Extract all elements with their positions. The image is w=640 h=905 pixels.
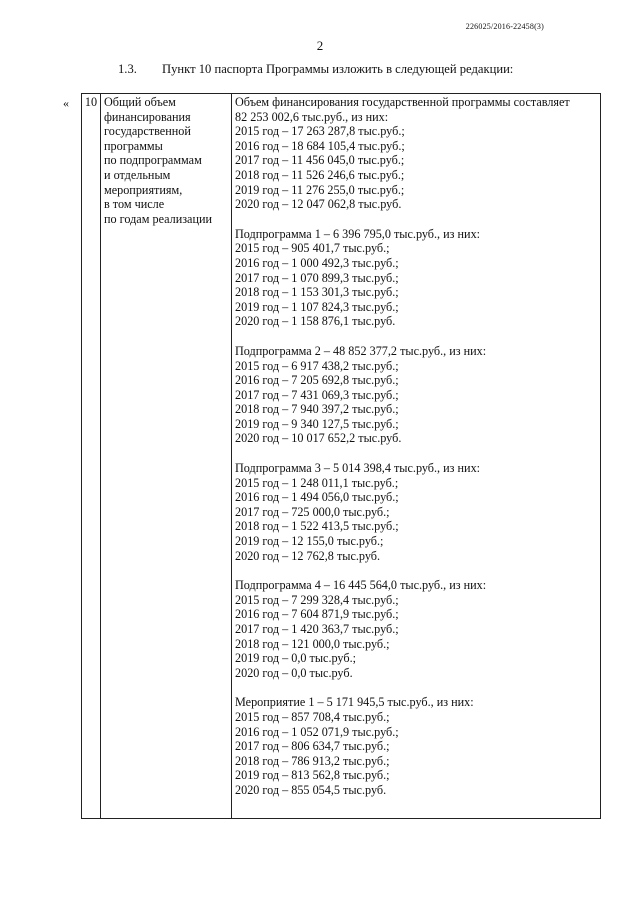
- funding-year-line: 2015 год – 17 263 287,8 тыс.руб.;: [235, 124, 405, 139]
- label-line: в том числе: [104, 197, 165, 212]
- opening-quote-mark: «: [63, 96, 69, 110]
- funding-block: [235, 95, 597, 212]
- label-line: финансирования: [104, 109, 191, 124]
- funding-block: [235, 344, 597, 446]
- funding-year-line: 2016 год – 7 604 871,9 тыс.руб.;: [235, 607, 399, 622]
- funding-year-line: 2016 год – 7 205 692,8 тыс.руб.;: [235, 373, 399, 388]
- funding-year-line: 2020 год – 12 762,8 тыс.руб.: [235, 548, 381, 563]
- funding-year-line: 2016 год – 1 052 071,9 тыс.руб.;: [235, 724, 399, 739]
- funding-year-line: 2015 год – 857 708,4 тыс.руб.;: [235, 709, 390, 724]
- funding-block-heading: Мероприятие 1 – 5 171 945,5 тыс.руб., из них:: [235, 695, 474, 710]
- funding-block: [235, 461, 597, 563]
- funding-year-line: 2017 год – 7 431 069,3 тыс.руб.;: [235, 387, 399, 402]
- funding-block-heading: Подпрограмма 4 – 16 445 564,0 тыс.руб., из них:: [235, 578, 487, 593]
- funding-year-line: 2019 год – 1 107 824,3 тыс.руб.;: [235, 299, 399, 314]
- label-cell: [101, 94, 232, 819]
- row-number-cell: 10: [82, 94, 101, 819]
- funding-year-line: 2020 год – 0,0 тыс.руб.: [235, 665, 353, 680]
- funding-year-line: 2015 год – 905 401,7 тыс.руб.;: [235, 241, 390, 256]
- funding-year-line: 2017 год – 1 420 363,7 тыс.руб.;: [235, 622, 399, 636]
- funding-year-line: 82 253 002,6 тыс.руб., из них:: [235, 109, 389, 124]
- label-line: по подпрограммам: [104, 153, 202, 168]
- funding-year-line: 2020 год – 10 017 652,2 тыс.руб.: [235, 431, 402, 446]
- label-line: Общий объем: [104, 95, 176, 109]
- funding-year-line: 2016 год – 1 494 056,0 тыс.руб.;: [235, 490, 399, 505]
- funding-year-line: 2016 год – 1 000 492,3 тыс.руб.;: [235, 255, 399, 270]
- funding-block-heading: Подпрограмма 1 – 6 396 795,0 тыс.руб., из них:: [235, 226, 481, 241]
- funding-block: [235, 227, 597, 329]
- funding-year-line: 2015 год – 1 248 011,1 тыс.руб.;: [235, 475, 399, 490]
- funding-block-heading: Подпрограмма 3 – 5 014 398,4 тыс.руб., из них:: [235, 461, 481, 476]
- label-line: и отдельным: [104, 167, 171, 182]
- funding-year-line: 2018 год – 1 522 413,5 тыс.руб.;: [235, 519, 399, 534]
- content-cell: [232, 94, 601, 819]
- funding-year-line: 2019 год – 813 562,8 тыс.руб.;: [235, 768, 390, 783]
- funding-block: [235, 578, 597, 680]
- table-row: [82, 94, 601, 819]
- funding-blocks: [235, 95, 597, 798]
- funding-block-heading: Объем финансирования государственной программы составляет: [235, 95, 570, 109]
- label-lines: [104, 95, 228, 226]
- label-line: мероприятиям,: [104, 182, 183, 197]
- funding-year-line: 2018 год – 121 000,0 тыс.руб.;: [235, 636, 390, 651]
- funding-year-line: 2018 год – 7 940 397,2 тыс.руб.;: [235, 402, 399, 417]
- funding-year-line: 2020 год – 1 158 876,1 тыс.руб.: [235, 314, 396, 329]
- page-number: 2: [316, 38, 324, 53]
- funding-year-line: 2017 год – 1 070 899,3 тыс.руб.;: [235, 270, 399, 285]
- intro-number: 1.3.: [118, 62, 137, 76]
- funding-block-heading: Подпрограмма 2 – 48 852 377,2 тыс.руб., из них:: [235, 343, 487, 358]
- funding-year-line: 2018 год – 786 913,2 тыс.руб.;: [235, 753, 390, 768]
- funding-year-line: 2015 год – 7 299 328,4 тыс.руб.;: [235, 592, 399, 607]
- funding-year-line: 2019 год – 9 340 127,5 тыс.руб.;: [235, 416, 399, 431]
- funding-year-line: 2016 год – 18 684 105,4 тыс.руб.;: [235, 138, 405, 153]
- funding-year-line: 2019 год – 0,0 тыс.руб.;: [235, 651, 356, 666]
- funding-year-line: 2020 год – 12 047 062,8 тыс.руб.: [235, 197, 402, 212]
- label-line: государственной: [104, 124, 191, 139]
- label-line: программы: [104, 138, 163, 153]
- funding-year-line: 2017 год – 806 634,7 тыс.руб.;: [235, 739, 390, 754]
- document-id: 226025/2016-22458(3): [465, 22, 544, 31]
- label-line: по годам реализации: [104, 211, 213, 226]
- funding-year-line: 2019 год – 12 155,0 тыс.руб.;: [235, 534, 384, 549]
- funding-year-line: 2018 год – 1 153 301,3 тыс.руб.;: [235, 285, 399, 300]
- intro-paragraph: [118, 62, 513, 77]
- funding-year-line: 2020 год – 855 054,5 тыс.руб.: [235, 782, 387, 797]
- intro-text: Пункт 10 паспорта Программы изложить в следующей редакции:: [162, 62, 514, 76]
- funding-year-line: 2015 год – 6 917 438,2 тыс.руб.;: [235, 358, 399, 373]
- funding-block: [235, 695, 597, 797]
- funding-year-line: 2017 год – 725 000,0 тыс.руб.;: [235, 504, 390, 519]
- funding-year-line: 2019 год – 11 276 255,0 тыс.руб.;: [235, 182, 405, 197]
- passport-table: [81, 93, 601, 819]
- funding-year-line: 2018 год – 11 526 246,6 тыс.руб.;: [235, 167, 405, 182]
- funding-year-line: 2017 год – 11 456 045,0 тыс.руб.;: [235, 153, 405, 168]
